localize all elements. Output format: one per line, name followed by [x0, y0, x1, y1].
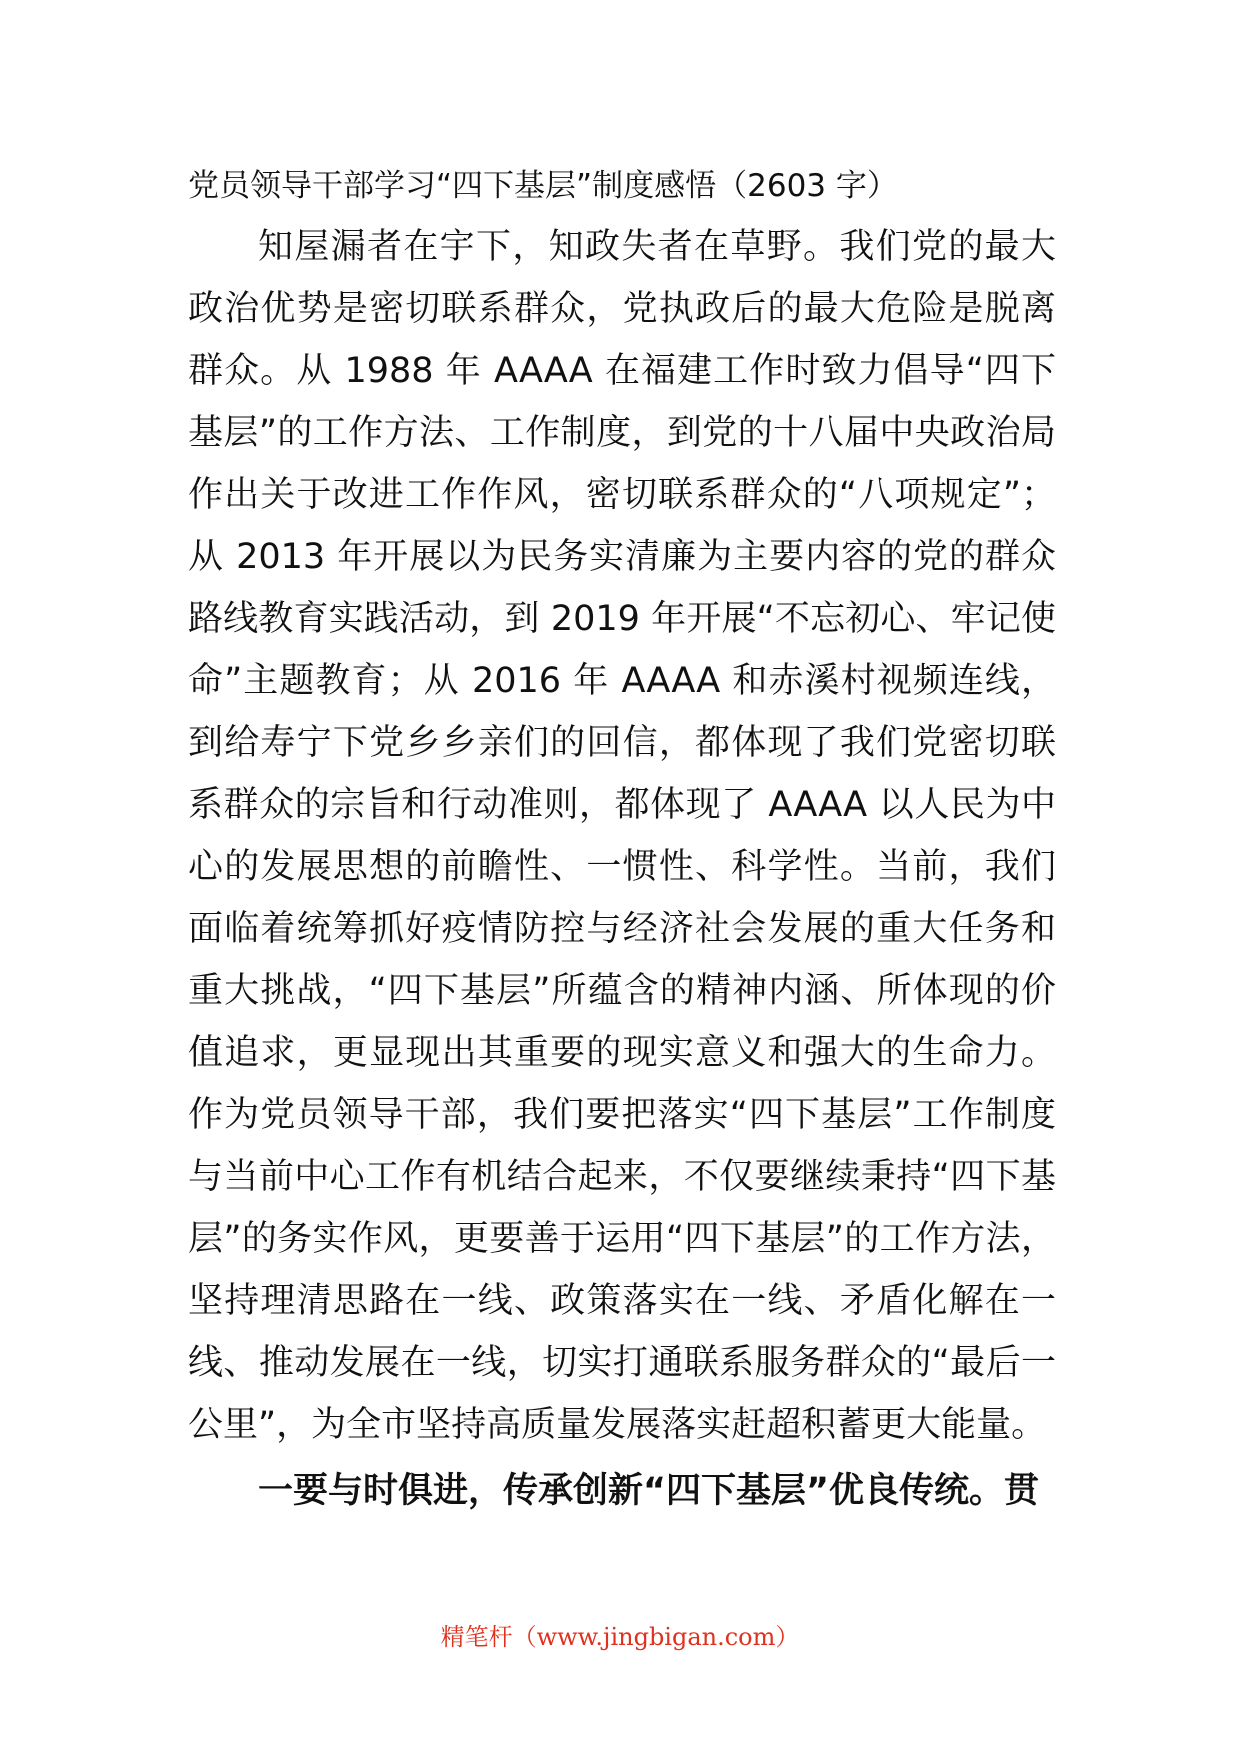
document-title: 党员领导干部学习“四下基层”制度感悟（2603 字）	[188, 168, 898, 204]
document-body	[188, 166, 1056, 1522]
body-paragraph-1: 知屋漏者在宇下，知政失者在草野。我们党的最大政治优势是密切联系群众，党执政后的最大危险是脱离群众。从 1988 年 AAAA 在福建工作时致力倡导“四下基层”的工作方法、工作制度，到党的十八届中央政治局作出关于改进工作作风，密切联系群众的“八项规定”；从 2013 年开展以为民务实清廉为主要内容的党的群众路线教育实践活动，到 2019 年开展“不忘初心、牢记使命”主题教育；从 2016 年 AAAA 和赤溪村视频连线，到给寿宁下党乡乡亲们的回信，都体现了我们党密切联系群众的宗旨和行动准则，都体现了 AAAA 以人民为中心的发展思想的前瞻性、一惯性、科学性。当前，我们面临着统筹抓好疫情防控与经济社会发展的重大任务和重大挑战，“四下基层”所蕴含的精神内涵、所体现的价值追求，更显现出其重要的现实意义和强大的生命力。作为党员领导干部，我们要把落实“四下基层”工作制度与当前中心工作有机结合起来，不仅要继续秉持“四下基层”的务实作风，更要善于运用“四下基层”的工作方法，坚持理清思路在一线、政策落实在一线、矛盾化解在一线、推动发展在一线，切实打通联系服务群众的“最后一公里”，为全市坚持高质量发展落实赶超积蓄更大能量。	[188, 227, 1056, 1445]
body-paragraph-2-heading: 一要与时俱进，传承创新“四下基层”优良传统。贯	[258, 1471, 1040, 1511]
footer-watermark: 精笔杆（www.jingbigan.com）	[440, 1623, 800, 1651]
